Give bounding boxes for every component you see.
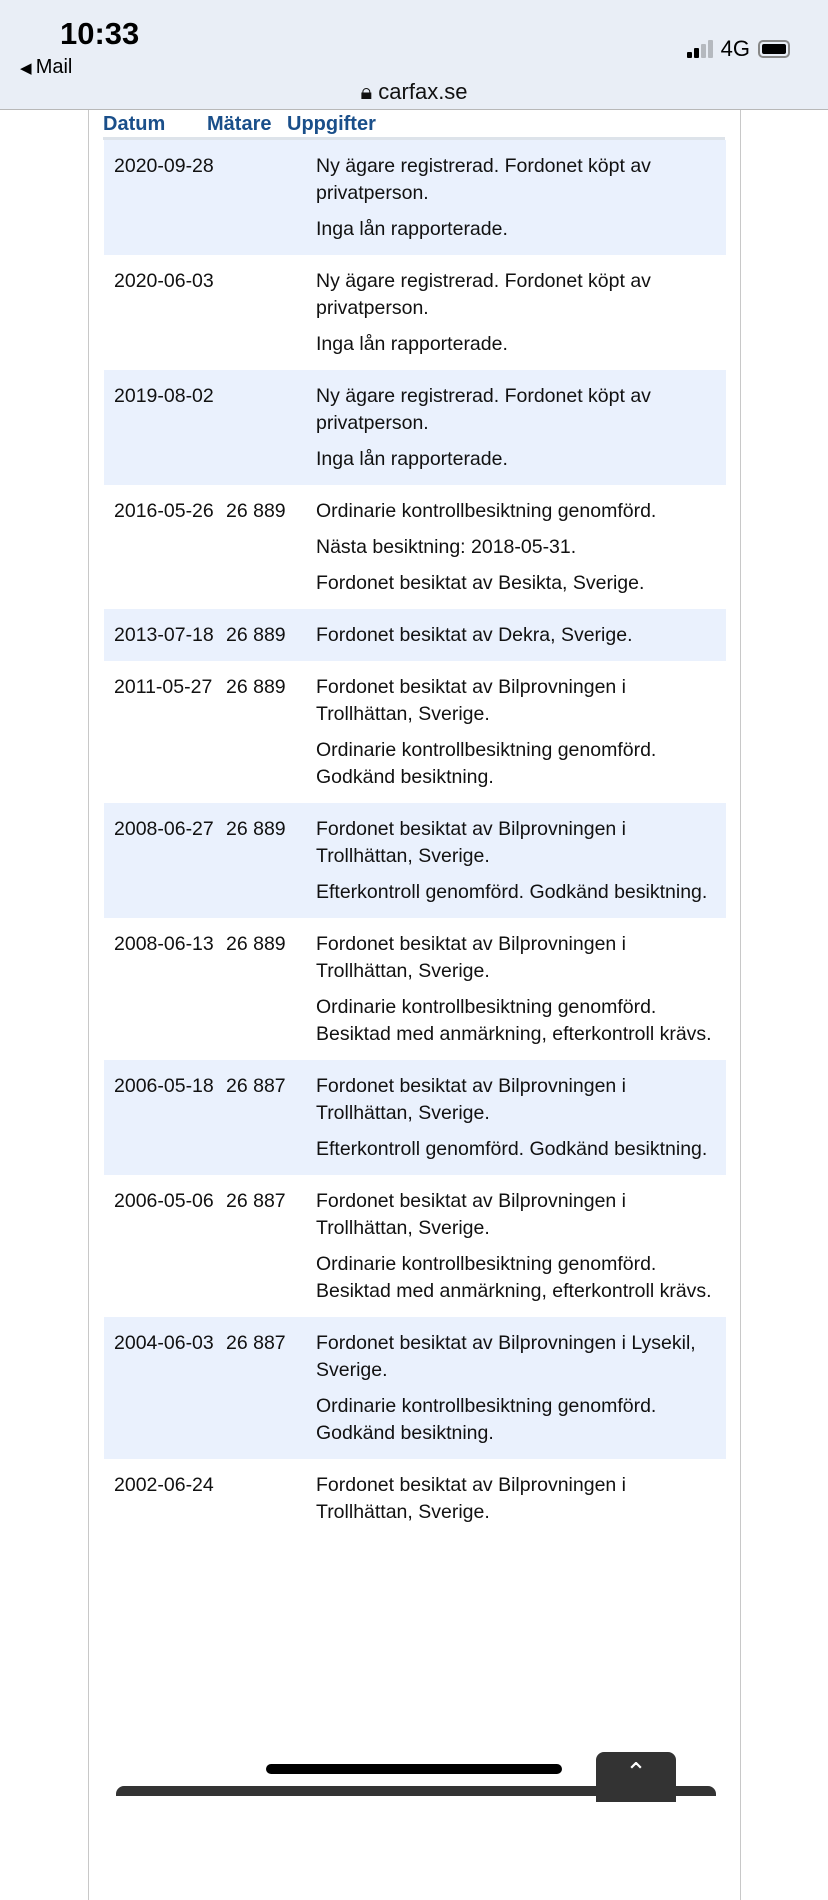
row-mileage: 26 889 — [226, 818, 286, 840]
detail-line: Fordonet besiktat av Bilprovningen i Lysekil, Sverige. — [316, 1332, 696, 1381]
detail-line: Inga lån rapporterade. — [316, 218, 508, 240]
row-date: 2020-06-03 — [114, 270, 214, 292]
detail-line: Ordinarie kontrollbesiktning genomförd. Besiktad med anmärkning, efterkontroll krävs. — [316, 996, 712, 1045]
history-card — [88, 100, 741, 1900]
detail-line: Fordonet besiktat av Bilprovningen i Trollhättan, Sverige. — [316, 1474, 627, 1523]
row-date: 2008-06-13 — [114, 933, 214, 955]
table-row — [104, 1459, 726, 1538]
home-indicator[interactable] — [266, 1764, 562, 1774]
detail-line: Fordonet besiktat av Dekra, Sverige. — [316, 624, 633, 646]
table-row — [104, 1175, 726, 1317]
back-triangle-icon: ◀ — [20, 60, 36, 77]
table-row — [104, 485, 726, 609]
detail-line: Efterkontroll genomförd. Godkänd besiktning. — [316, 881, 708, 903]
row-details — [316, 268, 726, 358]
row-details — [316, 1472, 726, 1526]
table-header — [103, 113, 725, 140]
row-details — [316, 931, 726, 1048]
clock: 10:33 — [60, 16, 140, 51]
table-row — [104, 918, 726, 1060]
row-mileage — [226, 1472, 316, 1526]
table-row — [104, 609, 726, 661]
status-icons — [687, 36, 790, 62]
back-label: Mail — [35, 56, 73, 78]
row-details — [316, 816, 726, 906]
detail-line: Fordonet besiktat av Besikta, Sverige. — [316, 572, 645, 594]
row-details — [316, 153, 726, 243]
detail-line: Ny ägare registrerad. Fordonet köpt av privatperson. — [316, 155, 651, 204]
row-details — [316, 498, 726, 597]
detail-line: Efterkontroll genomförd. Godkänd besiktning. — [316, 1138, 708, 1160]
row-date: 2006-05-18 — [114, 1075, 214, 1097]
detail-line: Ordinarie kontrollbesiktning genomförd. — [316, 500, 657, 522]
row-date: 2019-08-02 — [114, 385, 214, 407]
table-row — [104, 1060, 726, 1175]
header-date: Datum — [103, 113, 166, 135]
detail-line: Inga lån rapporterade. — [316, 448, 508, 470]
row-date: 2006-05-06 — [114, 1190, 214, 1212]
back-to-mail-button[interactable] — [20, 56, 72, 79]
row-details — [316, 1330, 726, 1447]
url-text: carfax.se — [378, 79, 468, 104]
table-row — [104, 803, 726, 918]
detail-line: Nästa besiktning: 2018-05-31. — [316, 536, 577, 558]
row-mileage: 26 887 — [226, 1075, 286, 1097]
scroll-top-button[interactable] — [596, 1752, 676, 1802]
table-row — [104, 140, 726, 255]
browser-status-bar — [0, 0, 828, 110]
network-label: 4G — [720, 36, 750, 61]
row-mileage: 26 889 — [226, 676, 286, 698]
header-mileage: Mätare — [207, 113, 272, 135]
table-row — [104, 255, 726, 370]
row-details — [316, 622, 726, 649]
row-date: 2011-05-27 — [114, 676, 213, 698]
table-row — [104, 370, 726, 485]
detail-line: Ny ägare registrerad. Fordonet köpt av privatperson. — [316, 385, 651, 434]
lock-icon: 🔒︎ — [360, 79, 379, 104]
row-mileage: 26 889 — [226, 933, 286, 955]
row-details — [316, 1188, 726, 1305]
row-mileage: 26 887 — [226, 1332, 286, 1354]
row-mileage: 26 889 — [226, 624, 286, 646]
row-mileage — [226, 383, 316, 473]
battery-icon — [758, 40, 790, 58]
row-mileage: 26 887 — [226, 1190, 286, 1212]
detail-line: Fordonet besiktat av Bilprovningen i Trollhättan, Sverige. — [316, 1190, 627, 1239]
detail-line: Fordonet besiktat av Bilprovningen i Trollhättan, Sverige. — [316, 676, 627, 725]
signal-icon — [687, 40, 713, 58]
row-details — [316, 383, 726, 473]
detail-line: Ordinarie kontrollbesiktning genomförd. Godkänd besiktning. — [316, 1395, 657, 1444]
row-mileage: 26 889 — [226, 500, 286, 522]
row-mileage — [226, 268, 316, 358]
row-date: 2002-06-24 — [114, 1474, 214, 1496]
detail-line: Fordonet besiktat av Bilprovningen i Trollhättan, Sverige. — [316, 1075, 627, 1124]
row-date: 2020-09-28 — [114, 155, 214, 177]
detail-line: Fordonet besiktat av Bilprovningen i Trollhättan, Sverige. — [316, 933, 627, 982]
row-details — [316, 1073, 726, 1163]
history-table — [104, 140, 726, 1538]
row-details — [316, 674, 726, 791]
detail-line: Ordinarie kontrollbesiktning genomförd. Besiktad med anmärkning, efterkontroll krävs. — [316, 1253, 712, 1302]
row-date: 2013-07-18 — [114, 624, 214, 646]
row-date: 2004-06-03 — [114, 1332, 214, 1354]
address-bar[interactable] — [0, 80, 828, 104]
row-date: 2008-06-27 — [114, 818, 214, 840]
chevron-up-icon: ⌃ — [625, 1757, 647, 1787]
table-row — [104, 1317, 726, 1459]
header-details: Uppgifter — [287, 113, 376, 135]
row-mileage — [226, 153, 316, 243]
detail-line: Ny ägare registrerad. Fordonet köpt av privatperson. — [316, 270, 651, 319]
detail-line: Inga lån rapporterade. — [316, 333, 508, 355]
row-date: 2016-05-26 — [114, 500, 214, 522]
table-row — [104, 661, 726, 803]
detail-line: Fordonet besiktat av Bilprovningen i Trollhättan, Sverige. — [316, 818, 627, 867]
detail-line: Ordinarie kontrollbesiktning genomförd. Godkänd besiktning. — [316, 739, 657, 788]
